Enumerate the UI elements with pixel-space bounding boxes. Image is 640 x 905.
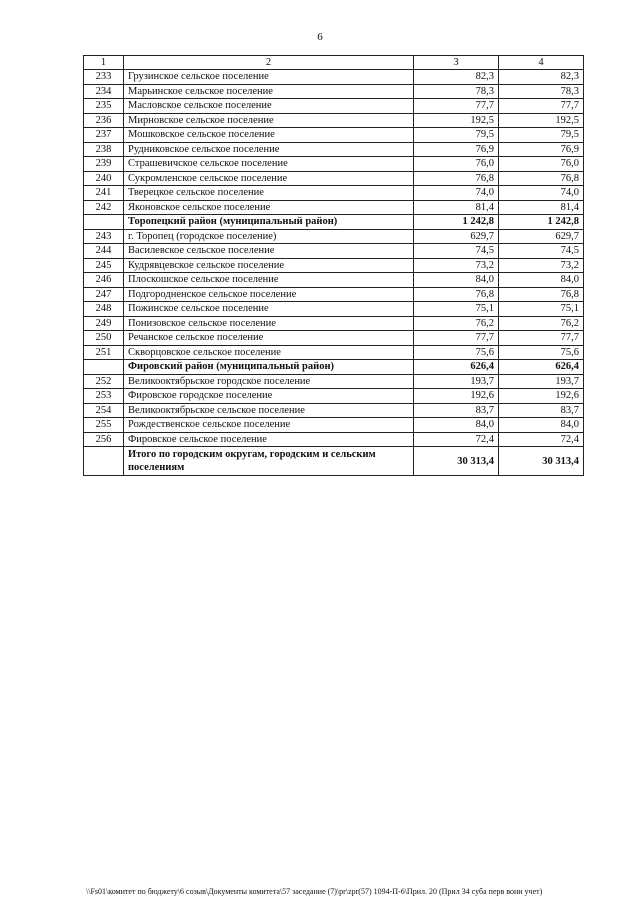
settlement-name: Масловское сельское поселение [124, 99, 414, 114]
row-number: 239 [84, 157, 124, 172]
value-column-4: 74,0 [499, 186, 584, 201]
settlement-name: Торопецкий район (муниципальный район) [124, 215, 414, 230]
row-number: 245 [84, 258, 124, 273]
table-row [84, 273, 584, 288]
value-column-4: 75,6 [499, 345, 584, 360]
settlement-name: Фировское сельское поселение [124, 432, 414, 447]
value-column-3: 74,0 [414, 186, 499, 201]
value-column-4: 76,2 [499, 316, 584, 331]
table-row [84, 99, 584, 114]
row-number [84, 360, 124, 375]
value-column-3: 78,3 [414, 84, 499, 99]
settlement-name: Пожинское сельское поселение [124, 302, 414, 317]
row-number: 247 [84, 287, 124, 302]
table-row [84, 142, 584, 157]
value-column-3: 84,0 [414, 418, 499, 433]
value-column-4: 82,3 [499, 70, 584, 85]
value-column-3: 72,4 [414, 432, 499, 447]
row-number: 235 [84, 99, 124, 114]
table-row [84, 200, 584, 215]
row-number: 243 [84, 229, 124, 244]
value-column-3: 192,6 [414, 389, 499, 404]
row-number: 234 [84, 84, 124, 99]
district-subtotal-row [84, 215, 584, 230]
value-column-4: 73,2 [499, 258, 584, 273]
row-number: 249 [84, 316, 124, 331]
budget-table [83, 55, 584, 476]
settlement-name: Рудниковское сельское поселение [124, 142, 414, 157]
value-column-4: 193,7 [499, 374, 584, 389]
value-column-3: 76,9 [414, 142, 499, 157]
value-column-3: 629,7 [414, 229, 499, 244]
row-number: 233 [84, 70, 124, 85]
value-column-3: 626,4 [414, 360, 499, 375]
value-column-4: 81,4 [499, 200, 584, 215]
settlement-name: Речанское сельское поселение [124, 331, 414, 346]
total-label: Итого по городским округам, городским и сельским поселениям [124, 447, 414, 476]
settlement-name: Великооктябрьское сельское поселение [124, 403, 414, 418]
district-subtotal-row [84, 360, 584, 375]
row-number: 256 [84, 432, 124, 447]
value-column-4: 76,9 [499, 142, 584, 157]
table-row [84, 403, 584, 418]
value-column-3: 77,7 [414, 331, 499, 346]
row-number: 244 [84, 244, 124, 259]
table-row [84, 229, 584, 244]
settlement-name: Великооктябрьское городское поселение [124, 374, 414, 389]
table-row [84, 113, 584, 128]
table-row [84, 157, 584, 172]
settlement-name: Мошковское сельское поселение [124, 128, 414, 143]
table-row [84, 70, 584, 85]
value-column-4: 76,0 [499, 157, 584, 172]
table-row [84, 244, 584, 259]
value-column-4: 84,0 [499, 273, 584, 288]
settlement-name: Фировское городское поселение [124, 389, 414, 404]
table-row [84, 418, 584, 433]
settlement-name: Тверецкое сельское поселение [124, 186, 414, 201]
row-number: 251 [84, 345, 124, 360]
value-column-3: 82,3 [414, 70, 499, 85]
row-number: 237 [84, 128, 124, 143]
value-column-4: 629,7 [499, 229, 584, 244]
settlement-name: Кудрявцевское сельское поселение [124, 258, 414, 273]
row-number: 238 [84, 142, 124, 157]
value-column-4: 77,7 [499, 99, 584, 114]
table-header-row [84, 56, 584, 70]
table-row [84, 171, 584, 186]
settlement-name: Плоскошское сельское поселение [124, 273, 414, 288]
value-column-4: 75,1 [499, 302, 584, 317]
row-number: 254 [84, 403, 124, 418]
table-row [84, 389, 584, 404]
value-column-3: 192,5 [414, 113, 499, 128]
table-row [84, 84, 584, 99]
value-column-4: 78,3 [499, 84, 584, 99]
value-column-4: 74,5 [499, 244, 584, 259]
column-header-1: 1 [84, 56, 124, 70]
table-row [84, 302, 584, 317]
table-row [84, 331, 584, 346]
column-header-2: 2 [124, 56, 414, 70]
value-column-3: 74,5 [414, 244, 499, 259]
value-column-4: 192,6 [499, 389, 584, 404]
settlement-name: Подгородненское сельское поселение [124, 287, 414, 302]
value-column-4: 1 242,8 [499, 215, 584, 230]
value-column-3: 76,2 [414, 316, 499, 331]
row-number: 250 [84, 331, 124, 346]
table-row [84, 258, 584, 273]
settlement-name: Яконовское сельское поселение [124, 200, 414, 215]
row-number: 252 [84, 374, 124, 389]
table-row [84, 186, 584, 201]
value-column-4: 626,4 [499, 360, 584, 375]
row-number [84, 215, 124, 230]
page-number: 6 [317, 31, 323, 43]
value-column-4: 79,5 [499, 128, 584, 143]
value-column-3: 75,6 [414, 345, 499, 360]
settlement-name: Мирновское сельское поселение [124, 113, 414, 128]
table-row [84, 287, 584, 302]
settlement-name: Рождественское сельское поселение [124, 418, 414, 433]
total-value-column-3: 30 313,4 [414, 447, 499, 476]
settlement-name: г. Торопец (городское поселение) [124, 229, 414, 244]
row-number: 253 [84, 389, 124, 404]
table-row [84, 316, 584, 331]
value-column-3: 73,2 [414, 258, 499, 273]
settlement-name: Грузинское сельское поселение [124, 70, 414, 85]
row-number: 246 [84, 273, 124, 288]
table-row [84, 432, 584, 447]
value-column-3: 77,7 [414, 99, 499, 114]
value-column-4: 72,4 [499, 432, 584, 447]
value-column-3: 75,1 [414, 302, 499, 317]
value-column-3: 83,7 [414, 403, 499, 418]
settlement-name: Василевское сельское поселение [124, 244, 414, 259]
column-header-4: 4 [499, 56, 584, 70]
table-row [84, 128, 584, 143]
value-column-3: 76,8 [414, 287, 499, 302]
row-number: 241 [84, 186, 124, 201]
table-row [84, 345, 584, 360]
value-column-3: 79,5 [414, 128, 499, 143]
row-number: 248 [84, 302, 124, 317]
value-column-3: 76,8 [414, 171, 499, 186]
settlement-name: Сукромленское сельское поселение [124, 171, 414, 186]
value-column-4: 83,7 [499, 403, 584, 418]
settlement-name: Страшевичское сельское поселение [124, 157, 414, 172]
value-column-3: 84,0 [414, 273, 499, 288]
settlement-name: Понизовское сельское поселение [124, 316, 414, 331]
total-value-column-4: 30 313,4 [499, 447, 584, 476]
value-column-4: 192,5 [499, 113, 584, 128]
value-column-3: 1 242,8 [414, 215, 499, 230]
footer-file-path: \\Fs01\комитет по бюджету\6 созыв\Документы комитета\57 заседание (7)\pr\zpr(57) 1094-П-6\Прил. 20 (Прил 34 суба перв вони учет) [86, 887, 543, 896]
grand-total-row [84, 447, 584, 476]
total-row-number [84, 447, 124, 476]
settlement-name: Скворцовское сельское поселение [124, 345, 414, 360]
row-number: 255 [84, 418, 124, 433]
value-column-4: 76,8 [499, 171, 584, 186]
table-row [84, 374, 584, 389]
value-column-4: 77,7 [499, 331, 584, 346]
value-column-4: 76,8 [499, 287, 584, 302]
value-column-3: 193,7 [414, 374, 499, 389]
table-body [84, 56, 584, 476]
row-number: 240 [84, 171, 124, 186]
value-column-3: 81,4 [414, 200, 499, 215]
settlement-name: Фировский район (муниципальный район) [124, 360, 414, 375]
row-number: 242 [84, 200, 124, 215]
column-header-3: 3 [414, 56, 499, 70]
value-column-3: 76,0 [414, 157, 499, 172]
settlement-name: Марьинское сельское поселение [124, 84, 414, 99]
value-column-4: 84,0 [499, 418, 584, 433]
row-number: 236 [84, 113, 124, 128]
